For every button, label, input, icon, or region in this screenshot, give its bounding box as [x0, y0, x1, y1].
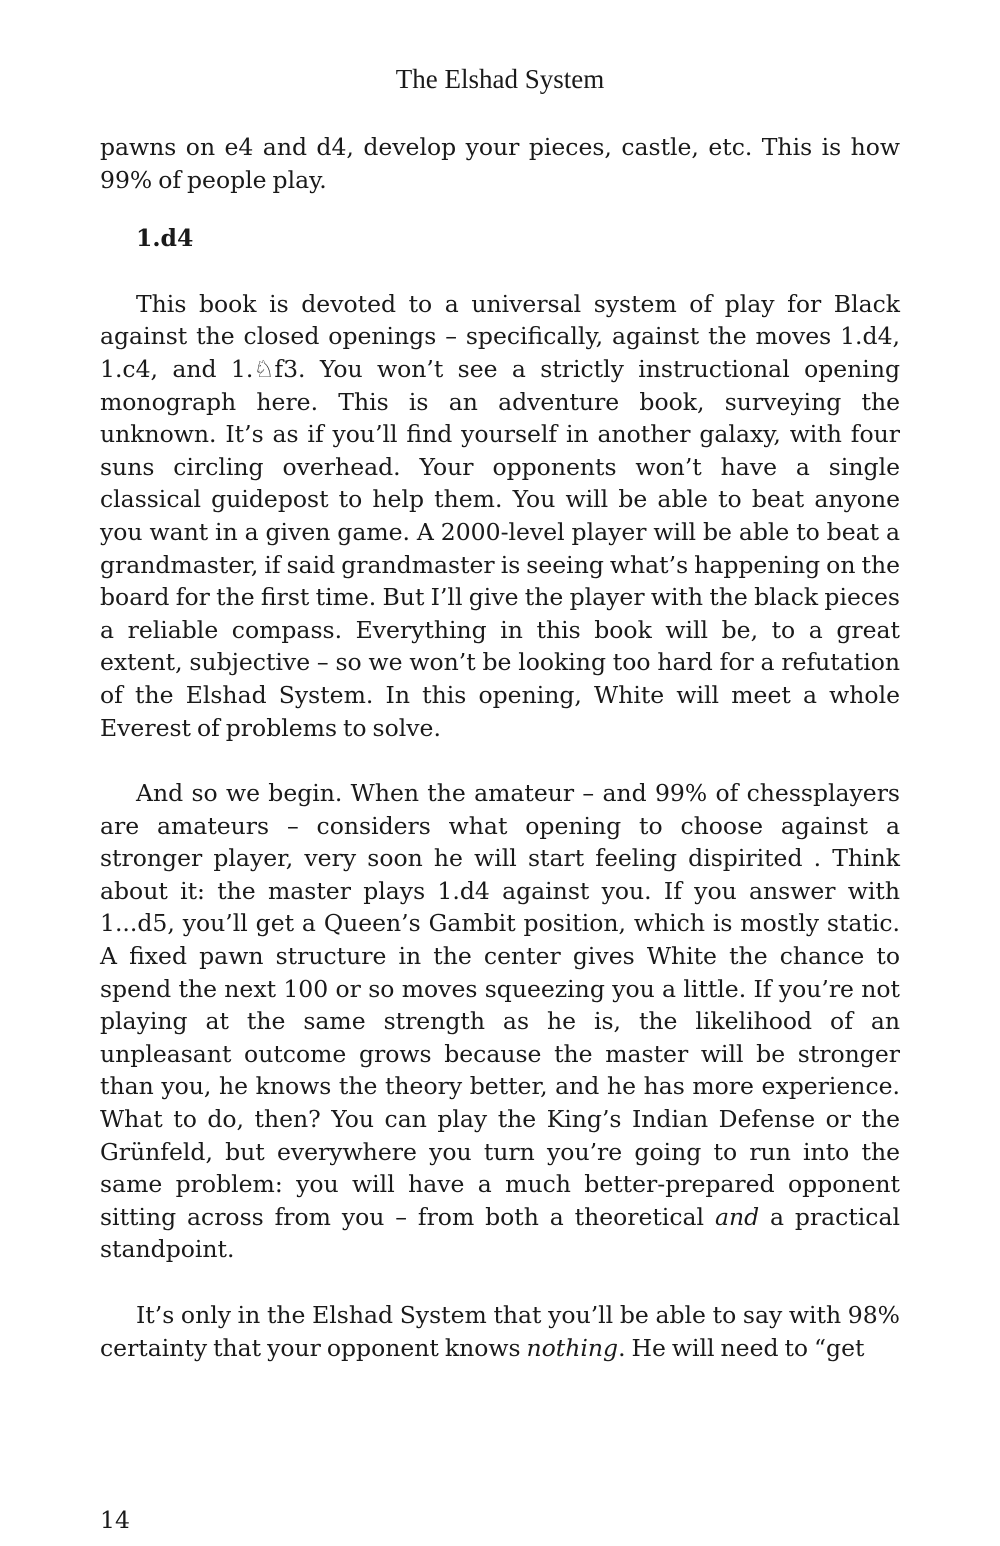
paragraph-amateur-emphasis: and: [714, 1202, 760, 1231]
page-body: [100, 131, 900, 1364]
paragraph-amateur: [100, 777, 900, 1266]
paragraph-certainty-emphasis: nothing: [526, 1333, 619, 1362]
move-heading: 1.d4: [136, 224, 194, 253]
paragraph-intro: This book is devoted to a universal system of play for Black against the closed openings – specifically, against the moves 1.d4, 1.c4, and 1.♘f3. You won’t see a strictly instructional opening monograph here. This is an adventure book, surveying the unknown. It’s as if you’ll find yourself in another galaxy, with four suns circling overhead. Your opponents won’t have a single classical guidepost to help them. You will be able to beat anyone you want in a given game. A 2000-level player will be able to beat a grandmaster, if said grandmaster is seeing what’s happening on the board for the first time. But I’ll give the player with the black pieces a reliable compass. Everything in this book will be, to a great extent, subjective – so we won’t be looking too hard for a refutation of the Elshad System. In this opening, White will meet a whole Everest of problems to solve.: [100, 289, 900, 742]
paragraph-certainty: [100, 1299, 900, 1364]
paragraph-continuation: pawns on e4 and d4, develop your pieces, castle, etc. This is how 99% of people play.: [100, 133, 900, 194]
paragraph-certainty-text-b: . He will need to “get: [618, 1333, 865, 1362]
paragraph-certainty-text-a: It’s only in the Elshad System that you’ll be able to say with 98% certainty that your opponent knows: [100, 1301, 900, 1362]
page-number: 14: [100, 1506, 130, 1534]
running-head: The Elshad System: [395, 64, 605, 94]
paragraph-amateur-text-b: a practical standpoint.: [100, 1202, 900, 1264]
paragraph-amateur-text-a: And so we begin. When the amateur – and 99% of chessplayers are amateurs – considers what opening to choose against a stronger player, very soon he will start feeling dispirited . Think about it: the master plays 1.d4 against you. If you answer with 1...d5, you’ll get a Queen’s Gambit position, which is mostly static. A fixed pawn structure in the center gives White the chance to spend the next 100 or so moves squeezing you a little. If you’re not playing at the same strength as he is, the likelihood of an unpleasant outcome grows because the master will be stronger than you, he knows the theory better, and he has more experience. What to do, then? You can play the King’s Indian Defense or the Grünfeld, but everywhere you turn you’re going to run into the same problem: you will have a much better-prepared opponent sitting across from you – from both a theoretical: [100, 779, 900, 1231]
